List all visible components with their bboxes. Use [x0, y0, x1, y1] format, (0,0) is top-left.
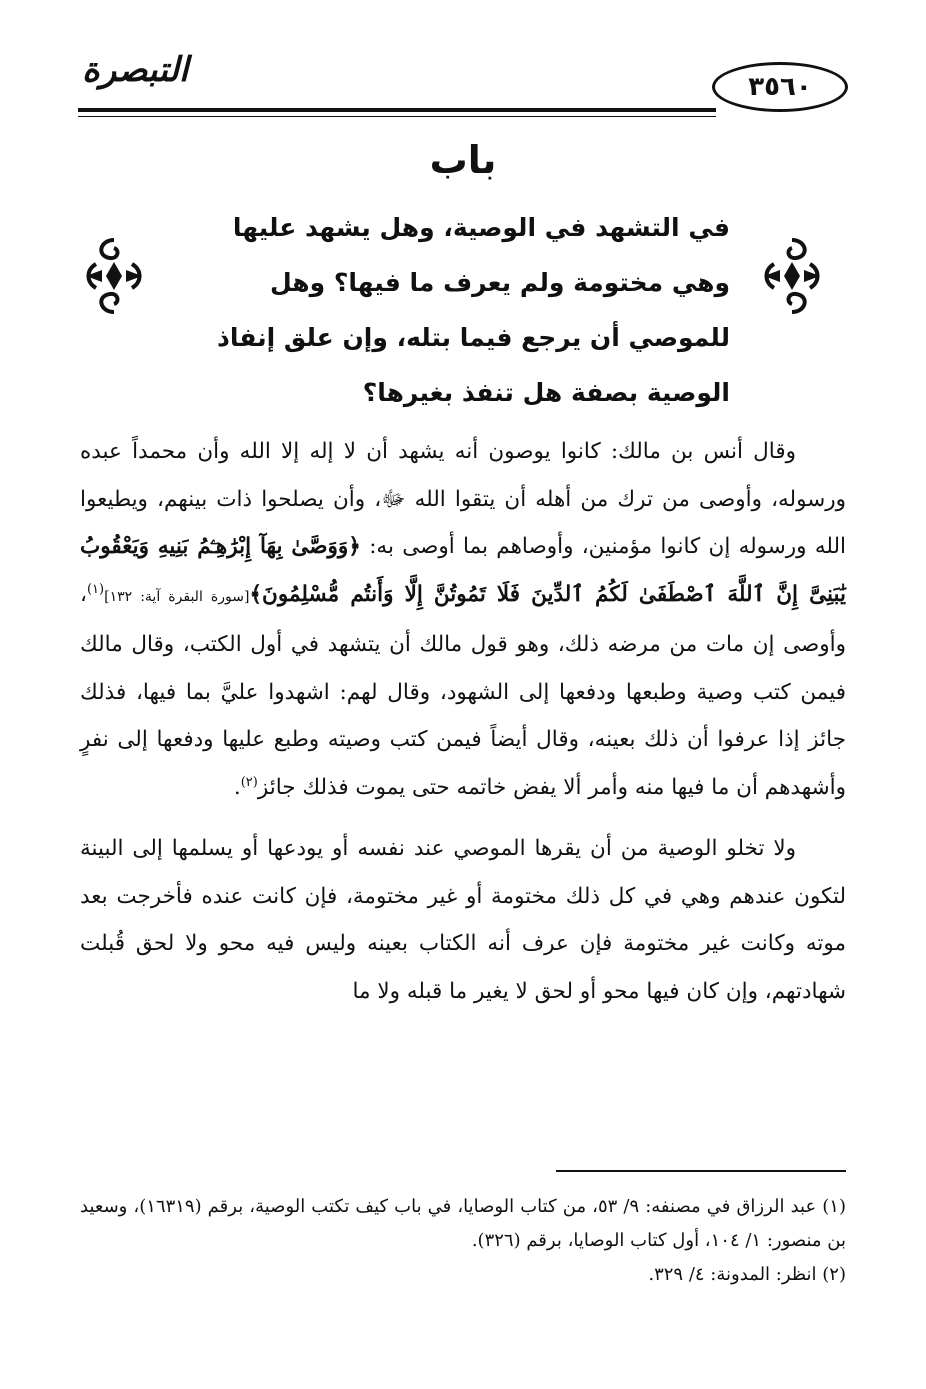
ornament-left-icon — [82, 234, 146, 318]
heading-line: وهي مختومة ولم يعرف ما فيها؟ وهل — [269, 268, 730, 297]
footnote: (١) عبد الرزاق في مصنفه: ٩/ ٥٣، من كتاب الوصايا، في باب كيف تكتب الوصية، برقم (١٦٣١٩)، وسعيد بن منصور: ١/ ١٠٤، أول كتاب الوصايا، برقم (٣٢٦). — [80, 1196, 846, 1251]
footnote-mark[interactable]: (١) — [86, 581, 105, 597]
footnote-mark[interactable]: (٢) — [240, 774, 258, 790]
page-number: ٣٥٦٠ — [712, 62, 848, 112]
book-title: التبصرة — [82, 50, 189, 90]
footnote: (٢) انظر: المدونة: ٤/ ٣٢٩. — [648, 1264, 846, 1285]
footnote-divider — [556, 1170, 846, 1172]
footnotes — [80, 1190, 846, 1292]
header-rule — [78, 108, 716, 112]
heading-line: الوصية بصفة هل تنفذ بغيرها؟ — [362, 378, 730, 407]
heading-line: في التشهد في الوصية، وهل يشهد عليها — [232, 213, 730, 242]
header-rule-thin — [78, 116, 716, 117]
main-text — [80, 428, 846, 1015]
paragraph-end: . — [233, 774, 241, 800]
paragraph-text: وقال أنس بن مالك: كانوا يوصون أنه يشهد أن لا إله إلا الله وأن محمداً عبده ورسوله، وأوصى من ترك من أهله أن يتقوا الله ﷻ، وأن يصلحوا ذات بينهم، ويطيعوا الله ورسوله إن كانوا مؤمنين، وأوصاهم بما أوصى به: — [80, 439, 846, 559]
ornament-right-icon — [760, 234, 824, 318]
verse-reference: [سورة البقرة آية: ١٣٢] — [104, 588, 250, 605]
page-header — [40, 40, 886, 120]
paragraph: ولا تخلو الوصية من أن يقرها الموصي عند نفسه أو يودعها أو يسلمها إلى البينة لتكون عندهم وهي في كل ذلك مختومة أو غير مختومة، فإن كانت عنده فأخرجت بعد موته وكانت غير مختومة فإن عرف أنه الكتاب بعينه وليس فيه محو ولا لحق قُبلت شهادتهم، وإن كان فيها محو أو لحق لا يغير ما قبله ولا ما — [80, 836, 846, 1004]
heading-line: للموصي أن يرجع فيما بتله، وإن علق إنفاذ — [217, 323, 730, 352]
quran-verse: ﴿وَوَصَّىٰ بِهَآ إِبْرَٰهِـۧمُ بَنِيهِ وَيَعْقُوبُ يَٰبَنِىَّ إِنَّ ٱللَّهَ ٱصْطَفَىٰ لَكُمُ ٱلدِّينَ فَلَا تَمُوتُنَّ إِلَّا وَأَنتُم مُّسْلِمُونَ﴾ — [80, 534, 846, 607]
paragraph — [80, 428, 846, 811]
paragraph-text: ، وأوصى إن مات من مرضه ذلك، وهو قول مالك أن يتشهد في أول الكتب، وقال مالك فيمن كتب وصية وطبعها ودفعها إلى الشهود، وقال لهم: اشهدوا عليَّ بما فيها، فذلك جائز إذا عرفوا أن ذلك بعينه، وقال أيضاً فيمن كتب وصيته وطبع عليها ودفعها إلى نفرٍ وأشهدهم أن ما فيها منه وأمر ألا يفض خاتمه حتى يموت فذلك جائز — [80, 581, 846, 800]
chapter-label: باب — [429, 138, 497, 182]
chapter-heading — [178, 200, 730, 420]
